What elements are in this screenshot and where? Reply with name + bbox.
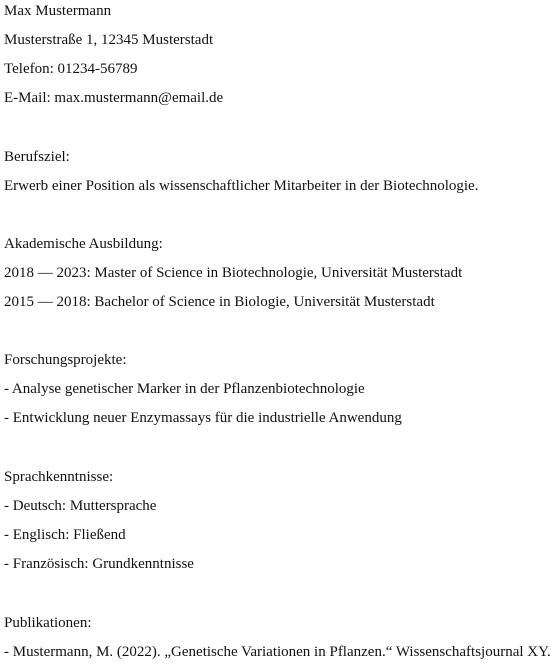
education-item: 2015 — 2018: Bachelor of Science in Biologie, Universität Musterstadt: [4, 294, 435, 310]
education-heading: Akademische Ausbildung:: [4, 236, 163, 252]
education-item: 2018 — 2023: Master of Science in Biotechnologie, Universität Musterstadt: [4, 265, 463, 281]
languages-heading: Sprachkenntnisse:: [4, 469, 114, 485]
contact-phone: Telefon: 01234-56789: [4, 61, 138, 77]
research-heading: Forschungsprojekte:: [4, 352, 127, 368]
contact-email: E-Mail: max.mustermann@email.de: [4, 90, 224, 106]
objective-heading: Berufsziel:: [4, 149, 70, 165]
contact-address: Musterstraße 1, 12345 Musterstadt: [4, 32, 214, 48]
contact-name: Max Mustermann: [4, 3, 112, 19]
research-item: - Entwicklung neuer Enzymassays für die industrielle Anwendung: [4, 410, 402, 426]
publication-item: - Mustermann, M. (2022). „Genetische Variationen in Pflanzen.“ Wissenschaftsjournal XY.: [4, 644, 551, 660]
research-item: - Analyse genetischer Marker in der Pflanzenbiotechnologie: [4, 381, 365, 397]
languages-item: - Französisch: Grundkenntnisse: [4, 556, 194, 572]
languages-item: - Englisch: Fließend: [4, 527, 126, 543]
publications-heading: Publikationen:: [4, 615, 92, 631]
objective-text: Erwerb einer Position als wissenschaftlicher Mitarbeiter in der Biotechnologie.: [4, 178, 479, 194]
languages-item: - Deutsch: Muttersprache: [4, 498, 157, 514]
